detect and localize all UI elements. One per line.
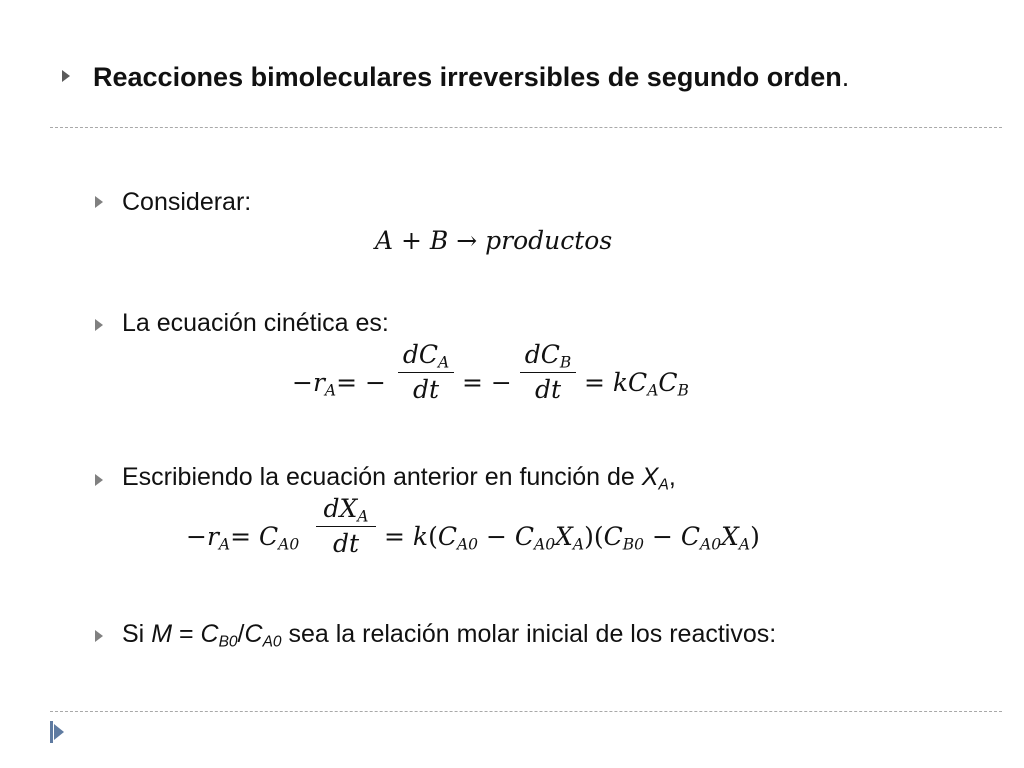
eq1-products: productos xyxy=(485,226,613,255)
eq2-rhs: = $kC_AC_B$ xyxy=(584,368,689,400)
bullet-si: Si $M = C_{B0}/C_{A0}$ sea la relación molar inicial de los reactivos: xyxy=(122,620,777,651)
bullet-icon-escribiendo xyxy=(95,474,103,486)
eq2-mid: = − xyxy=(462,368,512,397)
slide-title-text: Reacciones bimoleculares irreversibles de segundo orden xyxy=(93,62,842,92)
slide-title-period: . xyxy=(841,62,850,92)
bullet-ecuacion: La ecuación cinética es: xyxy=(122,309,389,337)
bullet-considerar: Considerar: xyxy=(122,188,252,216)
bullet-icon-si xyxy=(95,630,103,642)
eq1-A: A xyxy=(375,226,394,255)
bullet-icon-ecuacion xyxy=(95,319,103,331)
eq1-B: B xyxy=(429,226,449,255)
title-divider xyxy=(50,127,1002,128)
slide-nav-arrow-icon[interactable] xyxy=(50,721,64,743)
eq2-frac1: $dC_A$ dt xyxy=(398,340,454,404)
eq1-plus: + xyxy=(393,226,430,255)
eq2-lhs: $-r_A=$ − xyxy=(292,368,386,400)
eq1-arrow: → xyxy=(448,226,486,255)
slide-title xyxy=(93,60,953,94)
eq3-rhs: = $k(C_{A0} - C_{A0}X_A)(C_{B0} - C_{A0}X_A)$ xyxy=(384,522,760,554)
eq2-frac2: $dC_B$ dt xyxy=(520,340,576,404)
eq3-lhs: $-r_A= C_{A0}$ xyxy=(186,522,300,554)
bullet-icon-considerar xyxy=(95,196,103,208)
eq3-frac: $dX_A$ dt xyxy=(316,494,376,558)
title-bullet-icon xyxy=(62,70,70,82)
equation-reaction xyxy=(375,226,612,255)
footer-divider xyxy=(50,711,1002,712)
bullet-escribiendo: Escribiendo la ecuación anterior en función de $X_A$, xyxy=(122,463,676,494)
